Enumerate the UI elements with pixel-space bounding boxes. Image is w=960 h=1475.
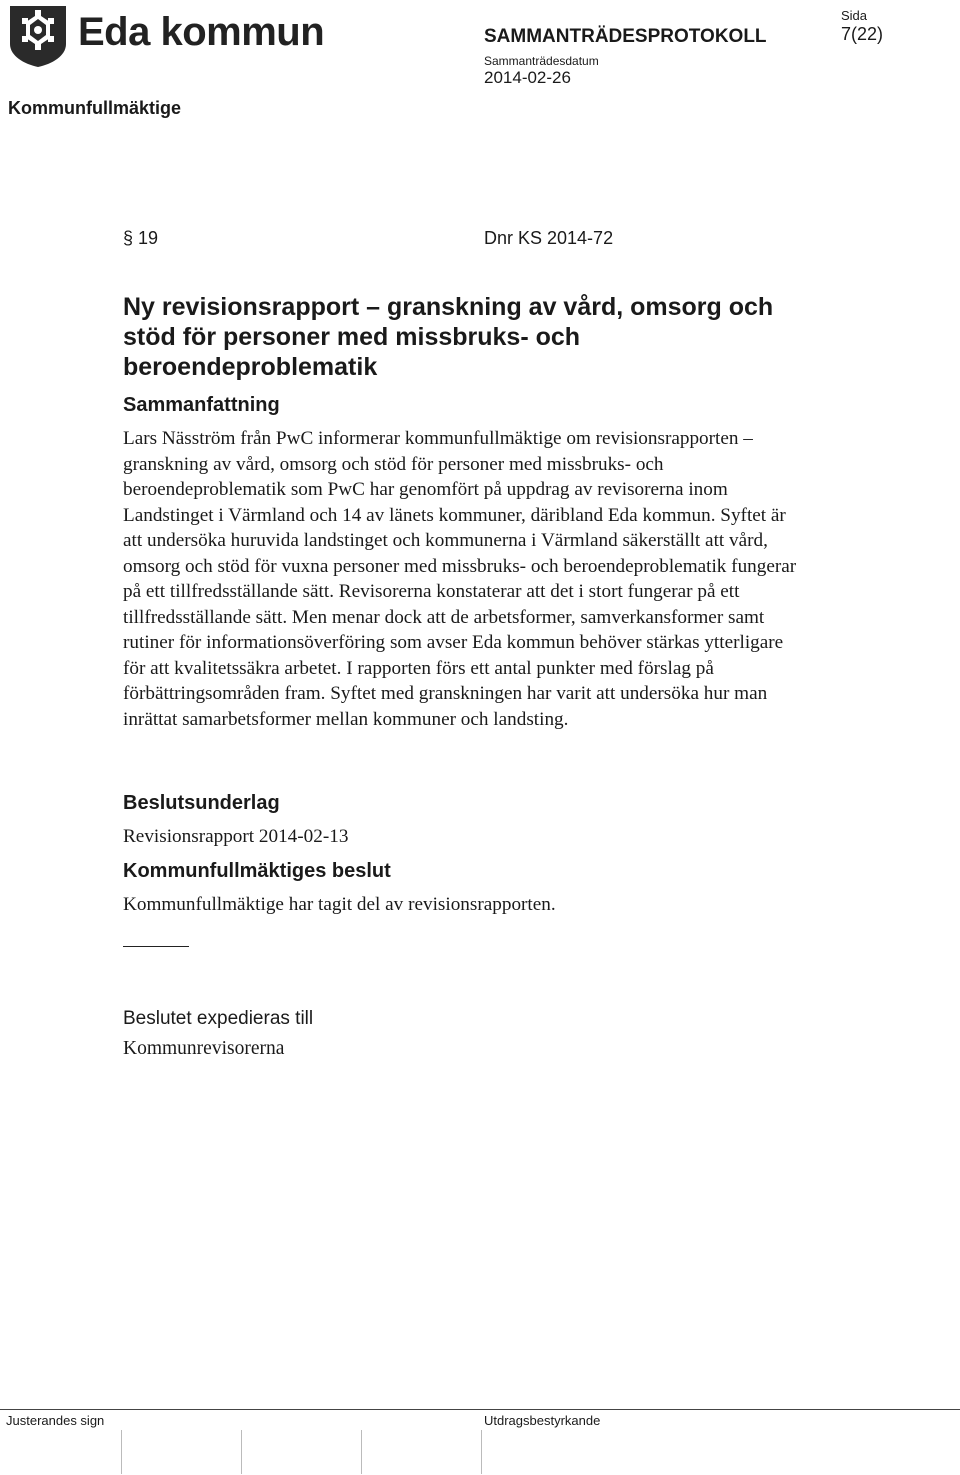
signature-box-divider [481, 1430, 482, 1474]
signature-footer [0, 1409, 960, 1475]
signature-box-divider [121, 1430, 122, 1474]
summary-heading: Sammanfattning [123, 394, 280, 416]
signature-box-divider [361, 1430, 362, 1474]
decision-basis-heading: Beslutsunderlag [123, 792, 280, 814]
item-title: Ny revisionsrapport – granskning av vård, omsorg och stöd för personer med missbruks- och beroendeproblematik [123, 293, 774, 381]
organization-name: Kommunfullmäktige [8, 98, 182, 118]
council-decision-heading: Kommunfullmäktiges beslut [123, 860, 391, 882]
municipal-crest-icon [8, 4, 68, 68]
meeting-date-label: Sammanträdesdatum [484, 54, 599, 68]
page-label: Sida [841, 8, 868, 23]
council-decision-text: Kommunfullmäktige har tagit del av revisionsrapporten. [123, 894, 556, 915]
extract-certification-label: Utdragsbestyrkande [484, 1413, 601, 1428]
signature-box-divider [241, 1430, 242, 1474]
case-number: Dnr KS 2014-72 [484, 228, 614, 248]
summary-text: Lars Näsström från PwC informerar kommunfullmäktige om revisionsrapporten – granskning av vård, omsorg och stöd för personer med missbruks- och beroendeproblematik som PwC har genomfört på uppdrag av revisorerna inom Landstinget i Värmland och 14 av länets kommuner, däribland Eda kommun. Syftet är att undersöka huruvida landstinget och kommunerna i Värmland säkerställt att vård, omsorg och stöd för vuxna personer med missbruks- och beroendeproblematik fungerar på ett tillfredsställande sätt. Revisorerna konstaterar att det i stort fungerar på ett tillfredsställande sätt. Men menar dock att de arbetsformer, samverkansformer samt rutiner för informationsöverföring som avser Eda kommun behöver stärkas ytterligare för att kvalitetssäkra arbetet. I rapporten förs ett antal punkter med förslag på förbättringsområden fram. Syftet med granskningen har varit att undersöka hur man inrättat samarbetsformer mellan kommuner och landsting. [123, 428, 797, 730]
document-type: SAMMANTRÄDESPROTOKOLL [484, 26, 767, 47]
distribution-label: Beslutet expedieras till [123, 1008, 314, 1029]
page-number: 7(22) [841, 24, 884, 44]
brand-name: Eda kommun [78, 10, 325, 54]
decision-basis-text: Revisionsrapport 2014-02-13 [123, 826, 349, 847]
section-divider [123, 946, 189, 947]
meeting-date: 2014-02-26 [484, 68, 571, 87]
paragraph-number: § 19 [123, 228, 159, 248]
adjuster-signature-label: Justerandes sign [6, 1413, 105, 1428]
distribution-recipient: Kommunrevisorerna [123, 1038, 285, 1059]
